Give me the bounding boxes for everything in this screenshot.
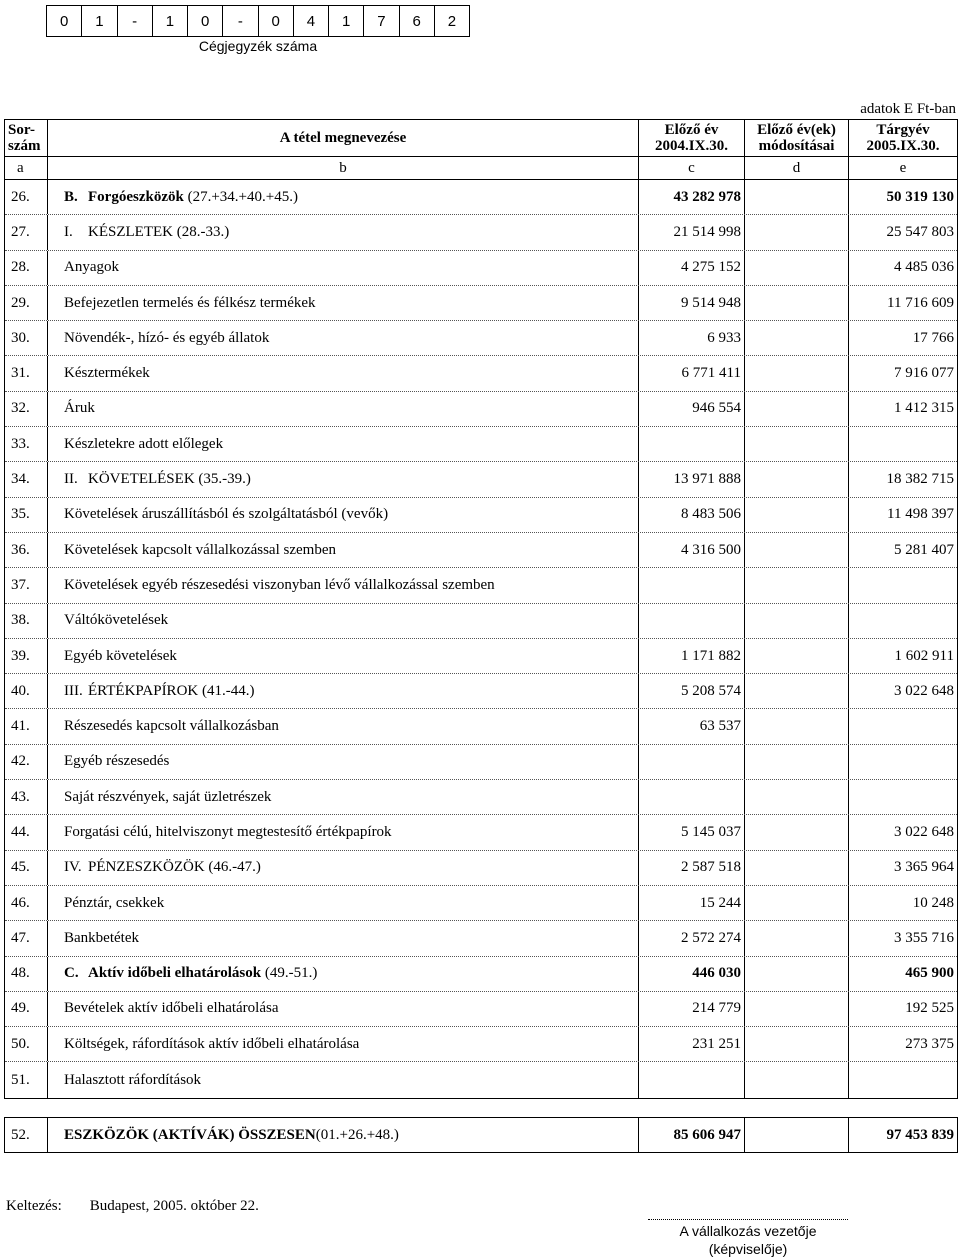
row-value-d (745, 604, 849, 638)
row-name-text: ÉRTÉKPAPÍROK (41.-44.) (88, 682, 255, 699)
row-value-c: 231 251 (639, 1027, 745, 1061)
signature-block (648, 1219, 848, 1258)
table-row (5, 427, 957, 462)
table-row (5, 533, 957, 568)
table-row (5, 356, 957, 391)
row-number: 28. (5, 251, 48, 285)
row-name-text: Váltókövetelések (64, 612, 169, 629)
row-value-e (849, 427, 957, 461)
row-name-text: Költségek, ráfordítások aktív időbeli elhatárolása (64, 1035, 360, 1052)
row-value-d (745, 286, 849, 320)
table-row (5, 604, 957, 639)
table-row (5, 851, 957, 886)
row-value-c (639, 604, 745, 638)
row-value-d (745, 886, 849, 920)
row-value-d (745, 498, 849, 532)
total-name-bold: ESZKÖZÖK (AKTÍVÁK) ÖSSZESEN (64, 1126, 316, 1143)
header-col-c-line1: Előző év (664, 122, 719, 138)
row-value-d (745, 392, 849, 426)
table-body (5, 180, 957, 1098)
row-name (48, 321, 639, 355)
table-row (5, 709, 957, 744)
row-name (48, 286, 639, 320)
row-value-d (745, 180, 849, 214)
row-value-e: 465 900 (905, 965, 954, 982)
row-value-e (849, 604, 957, 638)
row-name-text: Egyéb részesedés (64, 753, 170, 770)
row-name (48, 921, 639, 955)
row-name-text: Áruk (64, 400, 95, 417)
balance-table (4, 119, 958, 1099)
row-name (48, 886, 639, 920)
row-name-text: (49.-51.) (261, 965, 318, 982)
registry-digit: 4 (294, 6, 329, 36)
row-name (48, 180, 639, 214)
row-value-e: 273 375 (905, 1035, 954, 1052)
row-number: 38. (5, 604, 48, 638)
row-name (48, 498, 639, 532)
date-line (6, 1198, 259, 1215)
row-value-e: 50 319 130 (886, 188, 954, 205)
row-name (48, 992, 639, 1026)
table-row (5, 498, 957, 533)
table-row (5, 286, 957, 321)
row-name-text: PÉNZESZKÖZÖK (46.-47.) (88, 859, 261, 876)
row-value-d (745, 533, 849, 567)
row-value-e (849, 709, 957, 743)
row-value-d (745, 462, 849, 496)
letter-e: e (899, 159, 907, 176)
unit-note: adatok E Ft-ban (860, 101, 956, 117)
registry-digit: 0 (188, 6, 223, 36)
header-col-a-line1: Sor- (8, 122, 35, 138)
row-number: 34. (5, 462, 48, 496)
row-number: 37. (5, 568, 48, 602)
header-col-e-line2: 2005.IX.30. (866, 138, 940, 154)
row-value-e: 3 355 716 (894, 929, 954, 946)
total-mod (745, 1118, 849, 1152)
row-name (48, 392, 639, 426)
row-prefix: C. (64, 965, 79, 982)
header-col-d (745, 120, 849, 156)
table-row (5, 392, 957, 427)
letter-b: b (48, 157, 639, 179)
row-value-d (745, 745, 849, 779)
row-name-text: Anyagok (64, 259, 119, 276)
row-value-d (745, 815, 849, 849)
signature-line2: (képviselője) (708, 1241, 788, 1257)
row-value-d (745, 957, 849, 991)
row-value-e: 11 716 609 (887, 294, 954, 311)
row-value-c: 43 282 978 (639, 180, 745, 214)
row-number: 47. (5, 921, 48, 955)
row-value-d (745, 427, 849, 461)
header-col-a-line2: szám (8, 138, 41, 154)
row-number: 48. (5, 957, 48, 991)
row-name (48, 251, 639, 285)
row-name-text: Halasztott ráfordítások (64, 1071, 202, 1088)
header-col-d-line2: módosításai (758, 138, 835, 154)
row-value-c: 13 971 888 (639, 462, 745, 496)
table-row (5, 815, 957, 850)
row-name (48, 780, 639, 814)
row-number: 41. (5, 709, 48, 743)
row-value-e: 3 365 964 (894, 859, 954, 876)
row-number: 39. (5, 639, 48, 673)
registry-digit: 6 (400, 6, 435, 36)
registry-number-box (46, 5, 470, 37)
column-letters (5, 157, 957, 180)
row-value-c: 2 587 518 (639, 851, 745, 885)
row-name-text: Növendék-, hízó- és egyéb állatok (64, 329, 270, 346)
row-name (48, 639, 639, 673)
row-name (48, 215, 639, 249)
row-value-d (745, 780, 849, 814)
row-number: 32. (5, 392, 48, 426)
row-value-d (745, 921, 849, 955)
row-value-e: 7 916 077 (894, 365, 954, 382)
row-prefix: III. (64, 682, 83, 699)
row-value-c: 446 030 (639, 957, 745, 991)
row-number: 46. (5, 886, 48, 920)
table-row (5, 251, 957, 286)
registry-digit: 0 (47, 6, 82, 36)
row-value-d (745, 709, 849, 743)
row-value-d (745, 851, 849, 885)
table-row (5, 957, 957, 992)
row-prefix: IV. (64, 859, 82, 876)
row-name-text: Forgatási célú, hitelviszonyt megtestesítő értékpapírok (64, 823, 392, 840)
table-row (5, 921, 957, 956)
table-row (5, 1062, 957, 1097)
row-prefix: II. (64, 471, 78, 488)
total-current: 97 453 839 (886, 1126, 954, 1143)
total-prev: 85 606 947 (639, 1118, 745, 1152)
row-number: 31. (5, 356, 48, 390)
total-row (4, 1117, 958, 1153)
row-prefix: I. (64, 223, 73, 240)
row-name-text: Egyéb követelések (64, 647, 177, 664)
row-name-text: Befejezetlen termelés és félkész termékek (64, 294, 316, 311)
table-row (5, 886, 957, 921)
row-name (48, 674, 639, 708)
row-name (48, 604, 639, 638)
table-row (5, 639, 957, 674)
row-value-d (745, 251, 849, 285)
row-number: 29. (5, 286, 48, 320)
row-value-c: 4 275 152 (639, 251, 745, 285)
total-name-suffix: (01.+26.+48.) (315, 1126, 399, 1143)
row-name (48, 462, 639, 496)
row-prefix: B. (64, 188, 78, 205)
header-col-b-label: A tétel megnevezése (279, 130, 407, 146)
row-name-text: Pénztár, csekkek (64, 894, 165, 911)
row-number: 27. (5, 215, 48, 249)
registry-digit: 0 (259, 6, 294, 36)
registry-digit: - (118, 6, 153, 36)
row-number: 51. (5, 1062, 48, 1097)
row-value-e: 3 022 648 (894, 682, 954, 699)
letter-a: a (5, 157, 48, 179)
row-value-e (849, 780, 957, 814)
total-name (48, 1118, 639, 1152)
row-name (48, 815, 639, 849)
row-value-c (639, 780, 745, 814)
row-value-c: 5 208 574 (639, 674, 745, 708)
registry-digit: 1 (82, 6, 117, 36)
row-name (48, 1027, 639, 1061)
header-col-c (639, 120, 745, 156)
row-value-c: 8 483 506 (639, 498, 745, 532)
row-number: 33. (5, 427, 48, 461)
row-number: 45. (5, 851, 48, 885)
row-name (48, 427, 639, 461)
row-name-text: KÉSZLETEK (28.-33.) (88, 223, 230, 240)
registry-label: Cégjegyzék száma (198, 38, 318, 54)
row-name-text: Késztermékek (64, 365, 150, 382)
row-name (48, 533, 639, 567)
header-col-a (5, 120, 48, 156)
signature-line1: A vállalkozás vezetője (679, 1223, 817, 1239)
row-value-c: 946 554 (639, 392, 745, 426)
row-value-c: 2 572 274 (639, 921, 745, 955)
row-value-e (849, 1062, 957, 1097)
row-value-c: 4 316 500 (639, 533, 745, 567)
registry-digit: - (223, 6, 258, 36)
row-name-text: Bevételek aktív időbeli elhatárolása (64, 1000, 279, 1017)
header-col-c-line2: 2004.IX.30. (655, 138, 728, 154)
row-value-e: 18 382 715 (886, 471, 954, 488)
row-name (48, 568, 639, 602)
row-name-text: Részesedés kapcsolt vállalkozásban (64, 718, 279, 735)
registry-digit: 1 (329, 6, 364, 36)
row-name-bold: Aktív időbeli elhatárolások (88, 965, 262, 982)
row-name (48, 851, 639, 885)
table-row (5, 992, 957, 1027)
row-value-d (745, 639, 849, 673)
row-value-e: 3 022 648 (894, 823, 954, 840)
header-col-e (849, 120, 957, 156)
row-number: 50. (5, 1027, 48, 1061)
row-name-text: KÖVETELÉSEK (35.-39.) (88, 471, 251, 488)
registry-digit: 2 (447, 12, 457, 30)
row-number: 26. (5, 180, 48, 214)
table-row (5, 745, 957, 780)
row-value-e: 25 547 803 (886, 223, 954, 240)
row-name-text: Bankbetétek (64, 929, 139, 946)
row-value-e: 11 498 397 (887, 506, 954, 523)
row-number: 43. (5, 780, 48, 814)
row-value-c: 9 514 948 (639, 286, 745, 320)
row-name (48, 957, 639, 991)
row-value-e (849, 568, 957, 602)
letter-c: c (639, 157, 745, 179)
row-number: 30. (5, 321, 48, 355)
total-num: 52. (5, 1118, 48, 1152)
table-row (5, 674, 957, 709)
row-value-e: 192 525 (905, 1000, 954, 1017)
registry-digit: 7 (364, 6, 399, 36)
row-name (48, 745, 639, 779)
table-row (5, 568, 957, 603)
table-header (5, 120, 957, 157)
date-label: Keltezés: (6, 1198, 62, 1214)
row-number: 49. (5, 992, 48, 1026)
registry-digit: 1 (153, 6, 188, 36)
row-number: 36. (5, 533, 48, 567)
row-value-c (639, 745, 745, 779)
row-value-c: 214 779 (639, 992, 745, 1026)
row-value-c (639, 568, 745, 602)
row-name (48, 1062, 639, 1097)
row-value-d (745, 1027, 849, 1061)
row-name (48, 709, 639, 743)
date-value: Budapest, 2005. október 22. (89, 1198, 259, 1214)
row-value-d (745, 674, 849, 708)
row-value-e: 10 248 (912, 894, 954, 911)
header-col-b (48, 120, 639, 156)
row-value-c: 21 514 998 (639, 215, 745, 249)
row-value-c: 15 244 (639, 886, 745, 920)
row-number: 44. (5, 815, 48, 849)
row-value-c: 6 771 411 (639, 356, 745, 390)
row-name-text: Követelések kapcsolt vállalkozással szemben (64, 541, 336, 558)
row-value-e: 4 485 036 (894, 259, 954, 276)
row-value-c: 1 171 882 (639, 639, 745, 673)
table-row (5, 462, 957, 497)
row-number: 35. (5, 498, 48, 532)
row-number: 40. (5, 674, 48, 708)
table-row (5, 1027, 957, 1062)
letter-d: d (745, 157, 849, 179)
row-name-text: (27.+34.+40.+45.) (183, 188, 298, 205)
row-name-text: Készletekre adott előlegek (64, 435, 224, 452)
row-value-e: 17 766 (912, 329, 954, 346)
row-name (48, 356, 639, 390)
row-value-d (745, 568, 849, 602)
row-value-e: 1 412 315 (894, 400, 954, 417)
row-value-e (849, 745, 957, 779)
row-value-d (745, 992, 849, 1026)
row-value-c (639, 427, 745, 461)
row-value-d (745, 356, 849, 390)
row-value-c: 6 933 (639, 321, 745, 355)
row-value-c (639, 1062, 745, 1097)
table-row (5, 215, 957, 250)
row-name-bold: Forgóeszközök (88, 188, 184, 205)
row-name-text: Saját részvények, saját üzletrészek (64, 788, 272, 805)
table-row (5, 180, 957, 215)
row-number: 42. (5, 745, 48, 779)
row-name-text: Követelések áruszállításból és szolgáltatásból (vevők) (64, 506, 389, 523)
row-value-c: 5 145 037 (639, 815, 745, 849)
row-value-d (745, 321, 849, 355)
table-row (5, 321, 957, 356)
row-value-c: 63 537 (639, 709, 745, 743)
row-value-e: 5 281 407 (894, 541, 954, 558)
row-value-d (745, 1062, 849, 1097)
row-name-text: Követelések egyéb részesedési viszonyban lévő vállalkozással szemben (64, 576, 495, 593)
header-col-d-line1: Előző év(ek) (757, 122, 836, 138)
table-row (5, 780, 957, 815)
row-value-d (745, 215, 849, 249)
header-col-e-line1: Tárgyév (876, 122, 930, 138)
row-value-e: 1 602 911 (894, 647, 954, 664)
